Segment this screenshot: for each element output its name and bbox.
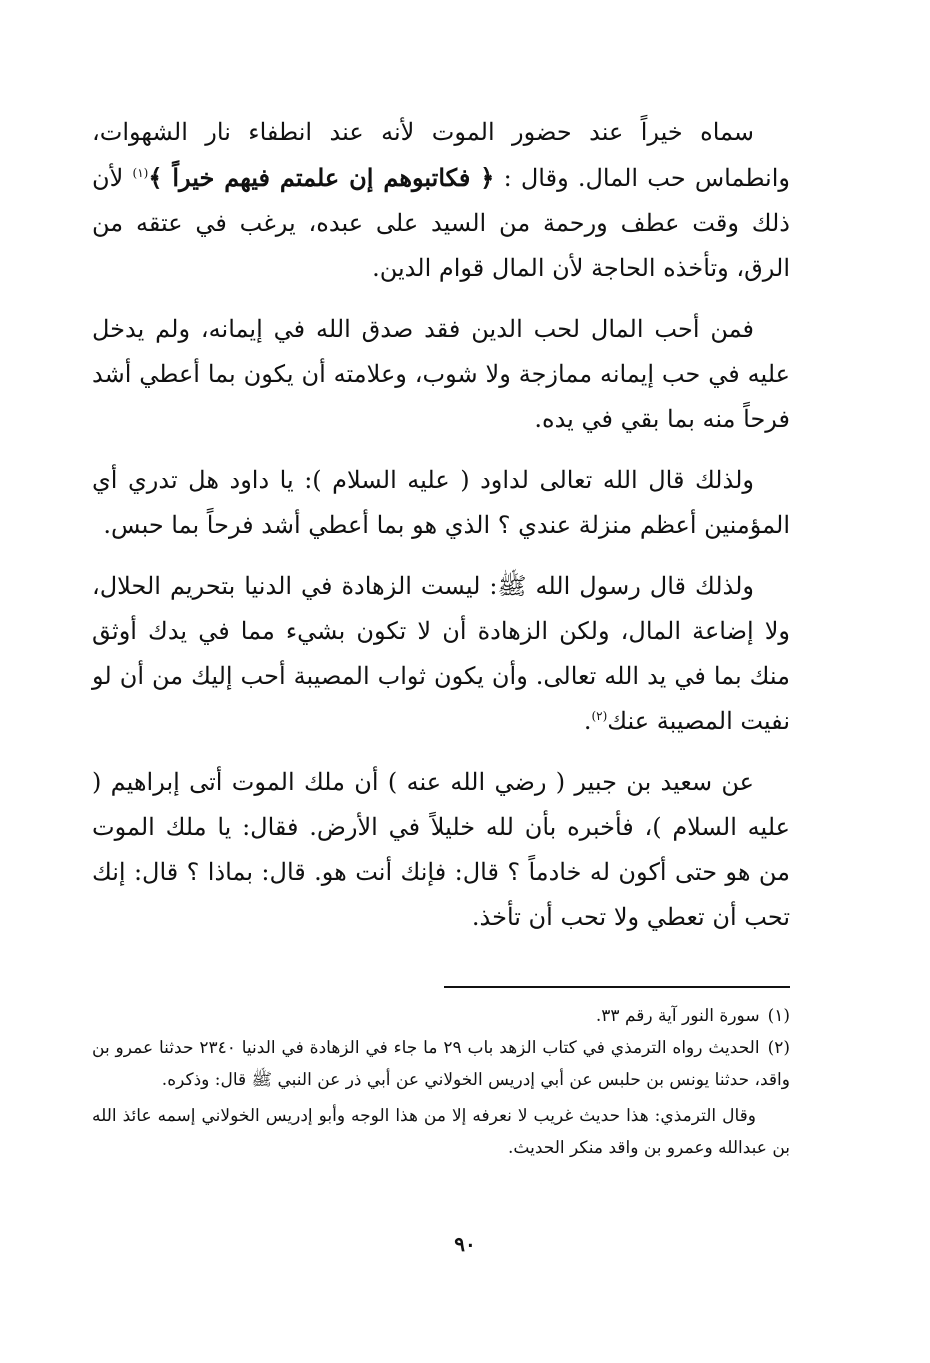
footnote-divider bbox=[444, 986, 790, 988]
footnotes bbox=[92, 1000, 790, 1164]
paragraph-5: عن سعيد بن جبير ( رضي الله عنه ) أن ملك الموت أتى إبراهيم ( عليه السلام )، فأخبره بأن لله خليلاً في الأرض. فقال: يا ملك الموت من هو حتى أكون له خادماً ؟ قال: فإنك أنت هو. قال: بماذا ؟ قال: إنك تحب أن تعطي ولا تحب أن تأخذ. bbox=[92, 768, 790, 931]
paragraph-4-text-a: ولذلك قال رسول الله ﷺ: ليست الزهادة في الدنيا بتحريم الحلال، ولا إضاعة المال، ولكن الزهادة أن لا تكون بشيء مما في يدك أوثق منك بما في يد الله تعالى. وأن يكون ثواب المصيبة أحب إليك من أن لو نفيت المصيبة عنك bbox=[92, 572, 790, 735]
paragraph-3: ولذلك قال الله تعالى لداود ( عليه السلام ): يا داود هل تدري أي المؤمنين أعظم منزلة عندي ؟ الذي هو بما أعطي أشد فرحاً بما حبس. bbox=[92, 466, 790, 539]
footnote-ref-1[interactable]: (١) bbox=[132, 166, 149, 180]
page-number: ٩٠ bbox=[454, 1232, 476, 1256]
paragraph-2: فمن أحب المال لحب الدين فقد صدق الله في إيمانه، ولم يدخل عليه في حب إيمانه ممازجة ولا شوب، وعلامته أن يكون بما أعطي أشد فرحاً منه بما بقي في يده. bbox=[92, 315, 790, 433]
paragraph-1 bbox=[92, 110, 790, 291]
paragraph-4 bbox=[92, 564, 790, 744]
paragraph-4-text-b: . bbox=[583, 707, 592, 735]
footnote-1 bbox=[92, 1000, 790, 1032]
paragraph-1-text-b: لأن ذلك وقت عطف ورحمة من السيد على عبده، يرغب في عتقه من الرق، وتأخذه الحاجة لأن المال قوام الدين. bbox=[92, 164, 790, 282]
quran-verse: ﴿ فكاتبوهم إن علمتم فيهم خيراً ﴾ bbox=[148, 163, 495, 192]
footnote-2-extra: وقال الترمذي: هذا حديث غريب لا نعرفه إلا من هذا الوجه وأبو إدريس الخولاني إسمه عائذ الله بن عبدالله وعمرو بن واقد منكر الحديث. bbox=[92, 1106, 790, 1158]
paragraph-1-text-a: سماه خيراً عند حضور الموت لأنه عند انطفاء نار الشهوات، وانطماس حب المال. وقال : bbox=[92, 118, 790, 192]
footnote-2 bbox=[92, 1032, 790, 1096]
footnote-2-number: (٢) bbox=[767, 1038, 790, 1058]
footnote-ref-2[interactable]: (٢) bbox=[591, 709, 608, 723]
main-text bbox=[92, 110, 790, 956]
footnote-1-text: سورة النور آية رقم ٣٣. bbox=[595, 1006, 760, 1026]
footnote-2-text: الحديث رواه الترمذي في كتاب الزهد باب ٢٩ ما جاء في الزهادة في الدنيا ٢٣٤٠ حدثنا عمرو بن واقد، حدثنا يونس بن حلبس عن أبي إدريس الخولاني عن أبي ذر عن النبي ﷺ قال: وذكره. bbox=[92, 1038, 790, 1090]
footnote-1-number: (١) bbox=[767, 1006, 790, 1026]
